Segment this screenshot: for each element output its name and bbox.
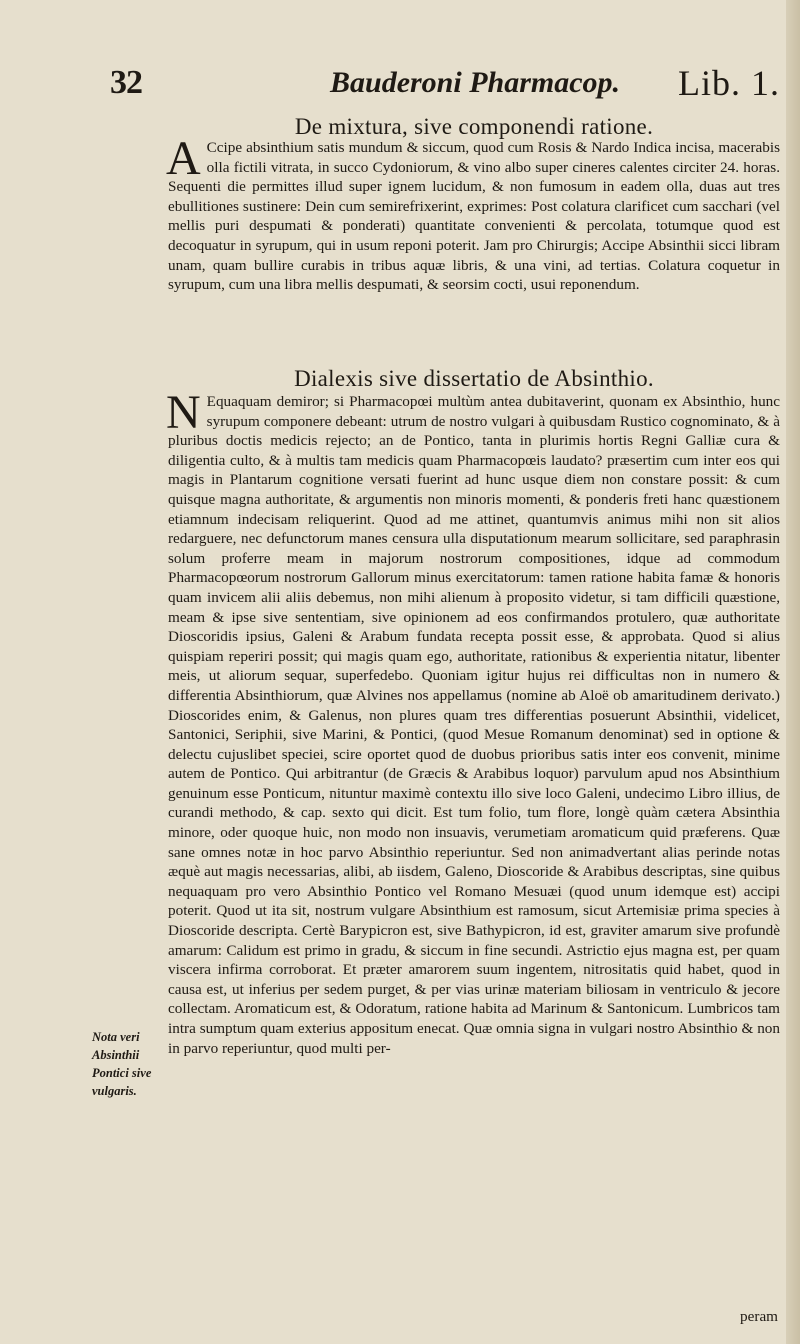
paragraph-text: Equaquam demiror; si Pharmacopœi multùm antea dubitaverint, quonam ex Absinthio, hunc syrupum componere debeant: utrum de nostro vulgari à quibusdam Rustico cognominato, & à pluribus doctis medicis rejecto; an de Pontico, tanta in plurimis hortis Regni Galliæ cura & diligentia culto, & à multis tam medicis quam Pharmacopœis laudato? præsertim cum inter eos qui magis in Plantarum cognitione versati fuerint ad hunc usque diem non constare possit: & cum quisque magna authoritate, & argumentis non minoris momenti, & ponderis freti hanc quæstionem etiamnum indecisam reliquerint. Quod ad me attinet, quantumvis animus mihi non sit alios redarguere, nec defunctorum manes censura ulla disputationum mearum sollicitare, sed paraphrasin solum proferre meam in majorum nostrorum compositiones, idque ad commodum Pharmacopœorum nostrorum Gallorum minus exercitatorum: tamen ratione habita famæ & honoris quam invicem alii aliis debemus, non mihi alienum à proposito videtur, si tam difficili quæstione, meam & ipse sive sententiam, sive opinionem ad eos confirmandos protulero, quæ authoritate Dioscoridis ipsius, Galeni & Arabum fundata recepta possit esse, & approbata. Quod si alius quispiam reperiri possit; qui magis quam ego, authoritate, rationibus & experientia nitatur, libenter meis, ut aliorum sequar, superfedebo. Quoniam igitur hujus rei difficultas non in numero & differentia Absinthiorum, quæ Alvines nos appellamus (nomine ab Aloë ob amaritudinem derivato.) Dioscorides enim, & Galenus, non plures quam tres differentias posuerunt Absinthii, videlicet, Santonici, Seriphii, sive Marini, & Pontici, (quod Mesue Romanum denominat) sed in optione & delectu cujuslibet speciei, scire oportet quod de duobus prioribus satis inter eos convenit, minime autem de Pontico. Qui arbitrantur (de Græcis & Arabibus loquor) parvulum apud nos Absinthium genuinum esse Ponticum, nituntur maximè contextu illo sive loco Galeni, undecimo Libro illius, de curandi methodo, & cap. sexto qui dicit. Est tum folio, tum flore, longè quàm cætera Absinthia minore, oder quoque huic, non modo non insuavis, verumetiam aromaticum quid præferens. Quæ sane omnes notæ in hoc parvo Absinthio reperiuntur. Sed non animadvertant alias perinde notas æquè aut magis necessarias, alibi, ab iisdem, Galeno, Dioscoride & Arabibus descriptas, sine quibus nequaquam pro vero Absinthio Pontico vel Romano Mesuæi (quod unum idemque est) accipi poterit. Quod ut ita sit, nostrum vulgare Absinthium est ramosum, sicut Artemisiæ prima species à Dioscoride descripta. Certè Barypicron est, sive Bathypicron, id est, graviter amarum sive profundè amarum: Calidum est primo in gradu, & siccum in fine secundi. Astrictio ejus magna est, per quam viscera infirma corroborat. Et præter amarorem suum ingentem, nitrositatis quid habet, quod in causa est, ut inferius per sedem purget, & per vias urinæ materiam biliosam in ventriculo & jecore collectam. Aromaticum est, & Odoratum, ratione habita ad Marinum & Santonicum. Lumbricos tam intra sumptum quam exterius appositum enecat. Quæ omnia signa in vulgari nostro Absinthio & non in parvo reperiuntur, quod multi per- <box>168 393 780 1057</box>
paragraph-mixtura <box>166 132 780 354</box>
page-edge <box>786 0 800 1344</box>
marginal-note: Nota veri Absinthii Pontici sive vulgaris. <box>92 1030 152 1098</box>
paragraph-text: Ccipe absinthium satis mundum & siccum, quod cum Rosis & Nardo Indica incisa, macerabis olla fictili vitrata, in succo Cydoniorum, & vino albo super cineres calentes circiter 24. horas. Sequenti die permittes illud super ignem lucidum, & non fumosum in eadem olla, duas aut tres ebullitiones sustinere: Dein cum semirefrixerint, exprimes: Post colatura clarificet cum sacchari (vel mellis puri despumati & ponderati) quantitate convenienti & percolata, totumque quod est decoquatur in syrupum, qui in usum reponi poterit. Jam pro Chirurgis; Accipe Absinthii sicci libram unam, quam bullire curabis in tribus aquæ libris, & una vini, ad tertias. Colatura coquetur in syrupum, cum una libra mellis despumati, & seorsim cocti, usui reponendum. <box>168 139 780 294</box>
catchword: peram <box>740 1308 778 1325</box>
running-title: Bauderoni Pharmacop. <box>330 66 621 99</box>
paragraph-dialexis <box>166 386 780 1336</box>
book-number: Lib. 1. <box>678 63 780 103</box>
section-heading-dialexis: Dialexis sive dissertatio de Absinthio. <box>294 366 654 391</box>
drop-cap: N <box>166 386 201 439</box>
page-number: 32 <box>110 64 142 101</box>
section-heading-mixtura: De mixtura, sive componendi ratione. <box>294 114 654 139</box>
drop-cap: A <box>166 132 201 185</box>
running-head <box>110 62 780 103</box>
